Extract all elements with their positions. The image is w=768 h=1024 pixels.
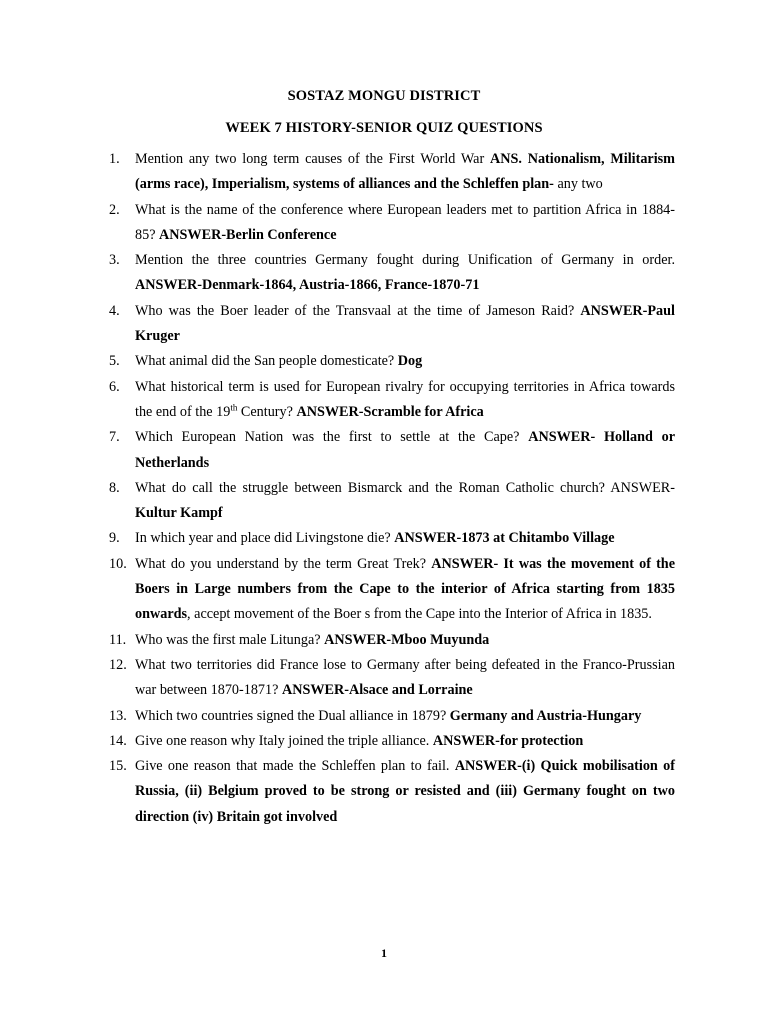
question-item-15 xyxy=(109,754,675,830)
question-number: 3. xyxy=(109,252,120,269)
question-number: 4. xyxy=(109,302,120,319)
answer-text: Germany and Austria-Hungary xyxy=(449,707,642,724)
question-number: 6. xyxy=(109,378,120,395)
question-item-4 xyxy=(109,299,675,350)
answer-text: ANSWER-Paul Kruger xyxy=(135,302,675,345)
quiz-title: WEEK 7 HISTORY-SENIOR QUIZ QUESTIONS xyxy=(225,120,543,136)
question-text: What animal did the San people domesticate? xyxy=(135,353,398,370)
question-item-6 xyxy=(109,375,675,426)
question-text: Which two countries signed the Dual alliance in 1879? xyxy=(135,707,450,724)
answer-text: ANS. Nationalism, Militarism (arms race), Imperialism, systems of alliances and the Schleffen plan- xyxy=(135,151,675,193)
question-text: What is the name of the conference where European leaders met to partition Africa in 1884-85? xyxy=(135,201,675,243)
answer-text: ANSWER-Denmark-1864, Austria-1866, France-1870-71 xyxy=(135,277,480,294)
question-text-cont: Century? xyxy=(237,403,297,420)
question-item-13 xyxy=(109,704,675,729)
question-item-12 xyxy=(109,653,675,704)
question-number: 8. xyxy=(109,479,120,496)
question-item-11 xyxy=(109,628,675,653)
question-item-1 xyxy=(109,147,675,198)
question-number: 5. xyxy=(109,353,120,370)
question-item-14 xyxy=(109,729,675,754)
answer-text: ANSWER-Scramble for Africa xyxy=(296,403,484,420)
question-number: 11. xyxy=(109,631,127,648)
question-text: Mention the three countries Germany fought during Unification of Germany in order. xyxy=(135,252,675,269)
answer-note: , accept movement of the Boer s from the Cape into the Interior of Africa in 1835. xyxy=(187,606,652,623)
answer-text: Dog xyxy=(397,353,423,370)
answer-text: ANSWER- Holland or Netherlands xyxy=(135,429,676,471)
question-item-8 xyxy=(109,476,675,527)
answer-text: ANSWER-for protection xyxy=(432,732,584,749)
question-number: 9. xyxy=(109,530,120,547)
question-number: 10. xyxy=(109,555,127,572)
question-text: What historical term is used for European rivalry for occupying territories in Africa towards the end of the 19 xyxy=(135,378,675,420)
answer-text: ANSWER-(i) Quick mobilisation of Russia, (ii) Belgium proved to be strong or resisted and (iii) Germany fought on two direction (iv) Britain got involved xyxy=(135,758,675,825)
answer-text: ANSWER-Berlin Conference xyxy=(159,226,337,243)
question-text: Give one reason that made the Schleffen plan to fail. xyxy=(135,758,455,775)
question-item-9 xyxy=(109,526,675,551)
answer-text: ANSWER- It was the movement of the Boers in Large numbers from the Cape to the interior of Africa starting from 1835 onwards xyxy=(135,555,675,623)
question-text: Who was the first male Litunga? xyxy=(135,631,325,648)
question-text: Mention any two long term causes of the First World War xyxy=(135,151,490,167)
question-number: 14. xyxy=(109,732,127,749)
question-text: What do you understand by the term Great Trek? xyxy=(135,555,432,572)
question-number: 1. xyxy=(109,151,120,167)
question-item-5 xyxy=(109,349,675,374)
answer-text: ANSWER-Alsace and Lorraine xyxy=(281,682,473,699)
question-text: Who was the Boer leader of the Transvaal at the time of Jameson Raid? xyxy=(135,302,581,319)
question-number: 7. xyxy=(109,429,120,446)
district-title: SOSTAZ MONGU DISTRICT xyxy=(287,88,481,104)
question-text: Which European Nation was the first to settle at the Cape? xyxy=(135,429,529,446)
question-text: What two territories did France lose to Germany after being defeated in the Franco-Prussian war between 1870-1871? xyxy=(135,656,675,699)
question-item-3 xyxy=(109,248,675,299)
question-number: 12. xyxy=(109,656,127,673)
page-number: 1 xyxy=(381,946,387,960)
answer-text: ANSWER-1873 at Chitambo Village xyxy=(394,530,615,547)
question-text: Give one reason why Italy joined the triple alliance. xyxy=(135,732,433,749)
superscript: th xyxy=(230,402,238,413)
answer-text: Kultur Kampf xyxy=(135,505,223,522)
question-item-2 xyxy=(109,198,675,249)
question-number: 13. xyxy=(109,707,127,724)
answer-note: any two xyxy=(553,176,603,193)
answer-text: ANSWER-Mboo Muyunda xyxy=(324,631,490,648)
question-item-10 xyxy=(109,552,675,628)
question-list xyxy=(109,147,675,830)
question-item-7 xyxy=(109,425,675,476)
question-text: In which year and place did Livingstone die? xyxy=(135,530,395,547)
question-number: 15. xyxy=(109,758,127,775)
question-number: 2. xyxy=(109,201,120,218)
question-text: What do call the struggle between Bismarck and the Roman Catholic church? ANSWER- xyxy=(135,479,675,496)
